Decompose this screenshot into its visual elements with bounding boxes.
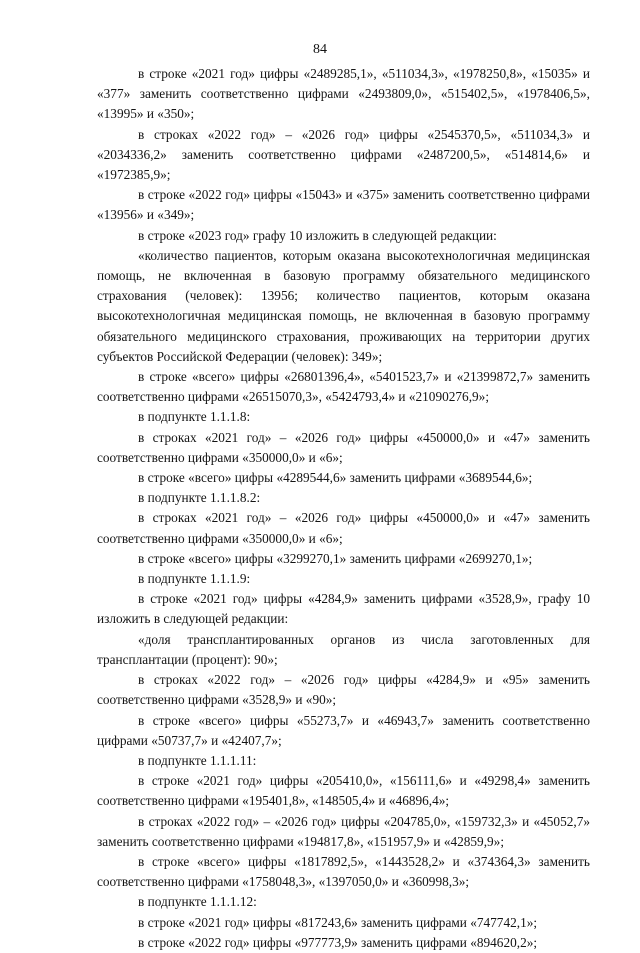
paragraph: в строках «2022 год» – «2026 год» цифры «2545370,5», «511034,3» и «2034336,2» заменить соответственно цифрами «2487200,5», «514814,6» и «1972385,9»;	[97, 126, 590, 183]
paragraph: в строках «2021 год» – «2026 год» цифры «450000,0» и «47» заменить соответственно цифрами «350000,0» и «6»;	[97, 510, 590, 546]
paragraph: в строке «всего» цифры «26801396,4», «5401523,7» и «21399872,7» заменить соответственно цифрами «26515070,3», «5424793,4» и «21090276,9»;	[97, 369, 590, 405]
paragraph: в строке «всего» цифры «1817892,5», «1443528,2» и «374364,3» заменить соответственно цифрами «1758048,3», «1397050,0» и «360998,3»;	[97, 853, 590, 890]
document-body	[97, 64, 590, 953]
paragraph: в строках «2022 год» – «2026 год» цифры «204785,0», «159732,3» и «45052,7» заменить соответственно цифрами «194817,8», «151957,9» и «42859,9»;	[97, 813, 590, 849]
paragraph: в строке «2021 год» цифры «4284,9» заменить цифрами «3528,9», графу 10 изложить в следующей редакции:	[97, 591, 590, 627]
paragraph: в строке «всего» цифры «4289544,6» заменить цифрами «3689544,6»;	[138, 470, 533, 486]
paragraph: в подпункте 1.1.1.12:	[138, 894, 257, 910]
paragraph: в строках «2022 год» – «2026 год» цифры «4284,9» и «95» заменить соответственно цифрами «3528,9» и «90»;	[97, 672, 590, 708]
paragraph: в подпункте 1.1.1.9:	[138, 571, 251, 587]
page-number: 84	[313, 42, 327, 57]
paragraph: в строке «2021 год» цифры «817243,6» заменить цифрами «747742,1»;	[138, 914, 538, 930]
paragraph: в строке «всего» цифры «55273,7» и «46943,7» заменить соответственно цифрами «50737,7» и «42407,7»;	[97, 712, 590, 748]
paragraph: «доля трансплантированных органов из числа заготовленных для трансплантации (процент): 90»;	[97, 631, 590, 667]
paragraph: в подпункте 1.1.1.11:	[138, 752, 257, 768]
paragraph: в строке «всего» цифры «3299270,1» заменить цифрами «2699270,1»;	[138, 550, 533, 566]
paragraph: в подпункте 1.1.1.8.2:	[138, 490, 261, 506]
paragraph: в подпункте 1.1.1.8:	[138, 409, 251, 425]
paragraph: в строке «2023 год» графу 10 изложить в следующей редакции:	[138, 227, 497, 243]
paragraph: в строках «2021 год» – «2026 год» цифры «450000,0» и «47» заменить соответственно цифрами «350000,0» и «6»;	[97, 429, 590, 465]
paragraph: в строке «2022 год» цифры «15043» и «375» заменить соответственно цифрами «13956» и «349»;	[97, 187, 590, 223]
paragraph: в строке «2021 год» цифры «205410,0», «156111,6» и «49298,4» заменить соответственно цифрами «195401,8», «148505,4» и «46896,4»;	[97, 773, 590, 809]
paragraph: в строке «2021 год» цифры «2489285,1», «511034,3», «1978250,8», «15035» и «377» заменить соответственно цифрами «2493809,0», «515402,5», «1978406,5», «13995» и «350»;	[97, 66, 590, 122]
paragraph: в строке «2022 год» цифры «977773,9» заменить цифрами «894620,2»;	[138, 934, 538, 950]
paragraph: «количество пациентов, которым оказана высокотехнологичная медицинская помощь, не включенная в базовую программу обязательного медицинского страхования (человек): 13956; количество пациентов, которым оказана высокотехнологичная медицинская помощь, не включенная в базовую программу обязательного медицинского страхования, проживающих на территории других субъектов Российской Федерации (человек): 349»;	[97, 247, 590, 364]
